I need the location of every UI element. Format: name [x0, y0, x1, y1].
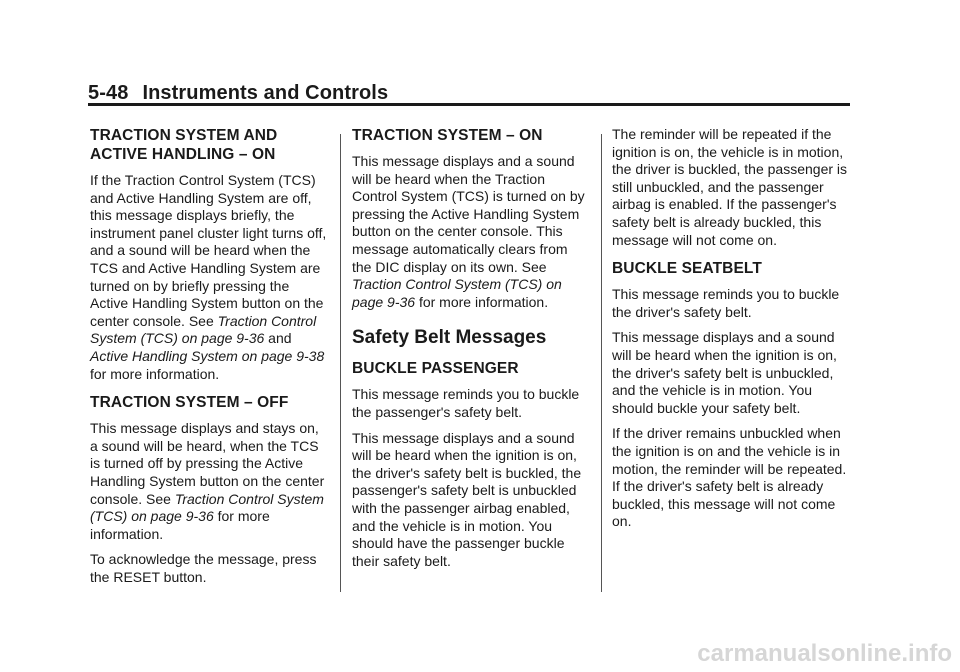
column-divider-2 [601, 134, 602, 592]
heading-buckle-seatbelt: BUCKLE SEATBELT [612, 260, 762, 278]
paragraph: This message reminds you to buckle the driver's safety belt. [612, 286, 840, 320]
cross-reference-link[interactable]: Active Handling System on page 9-38 [90, 347, 325, 364]
watermark: carmanualsonline.info [697, 640, 952, 667]
paragraph: This message reminds you to buckle the passenger's safety belt. [352, 386, 580, 420]
column-3 [612, 126, 854, 539]
cross-reference-link[interactable]: Traction Control System (TCS) on page 9-36 [90, 490, 324, 525]
page-number: 5-48 [88, 82, 129, 104]
column-divider-1 [340, 134, 341, 592]
paragraph: This message displays and a sound will be heard when the ignition is on, the driver's safety belt is buckled, the passenger's safety belt is unbuckled with the passenger airbag enabled, and the vehicle is in motion. You should have the passenger buckle their safety belt. [352, 429, 582, 569]
paragraph-text: for more information. [90, 508, 270, 542]
heading-traction-off: TRACTION SYSTEM – OFF [90, 394, 289, 412]
paragraph-text: This message displays and a sound will be heard when the Traction Control System (TCS) is turned on by pressing the Active Handling System button on the center console. This message automatically clears from the DIC display on its own. See [352, 153, 585, 275]
paragraph: This message displays and a sound will be heard when the ignition is on, the driver's safety belt is unbuckled, and the vehicle is in motion. You should buckle your safety belt. [612, 329, 837, 416]
section-title: Instruments and Controls [142, 82, 389, 104]
heading-traction-on: TRACTION SYSTEM – ON [352, 127, 543, 144]
cross-reference-link[interactable]: Traction Control System (TCS) on page 9-36 [90, 312, 317, 347]
paragraph [352, 153, 588, 311]
paragraph-text: for more information. [415, 293, 549, 310]
column-1 [90, 126, 330, 594]
column-2 [352, 126, 588, 578]
paragraph: If the driver remains unbuckled when the ignition is on and the vehicle is in motion, the reminder will be repeated. If the driver's safety belt is already buckled, this message will not come on. [612, 425, 847, 530]
paragraph-text: If the Traction Control System (TCS) and Active Handling System are off, this message displays briefly, the instrument panel cluster light turns off, and a sound will be heard when the TCS and Active Handling System are turned on by briefly pressing the Active Handling System button on the center console. See [90, 172, 327, 329]
cross-reference-link[interactable]: Traction Control System (TCS) on page 9-36 [352, 276, 562, 310]
heading-traction-active-on: TRACTION SYSTEM AND ACTIVE HANDLING – ON [90, 127, 278, 163]
paragraph [90, 172, 330, 383]
section-heading-safety-belt: Safety Belt Messages [352, 327, 547, 349]
paragraph-text: and [264, 330, 292, 347]
paragraph-text: for more information. [90, 365, 220, 382]
page-header [88, 82, 388, 105]
paragraph-text: This message displays and stays on, a sound will be heard, when the TCS is turned off by pressing the Active Handling System button on the center console. See [90, 420, 325, 507]
paragraph: The reminder will be repeated if the ignition is on, the vehicle is in motion, the driver is buckled, the passenger is still unbuckled, and the passenger airbag is enabled. If the passenger's safety belt is already buckled, this message will not come on. [612, 126, 848, 248]
paragraph [90, 420, 330, 543]
heading-buckle-passenger: BUCKLE PASSENGER [352, 360, 519, 378]
header-rule [88, 103, 850, 106]
paragraph: To acknowledge the message, press the RESET button. [90, 551, 317, 585]
